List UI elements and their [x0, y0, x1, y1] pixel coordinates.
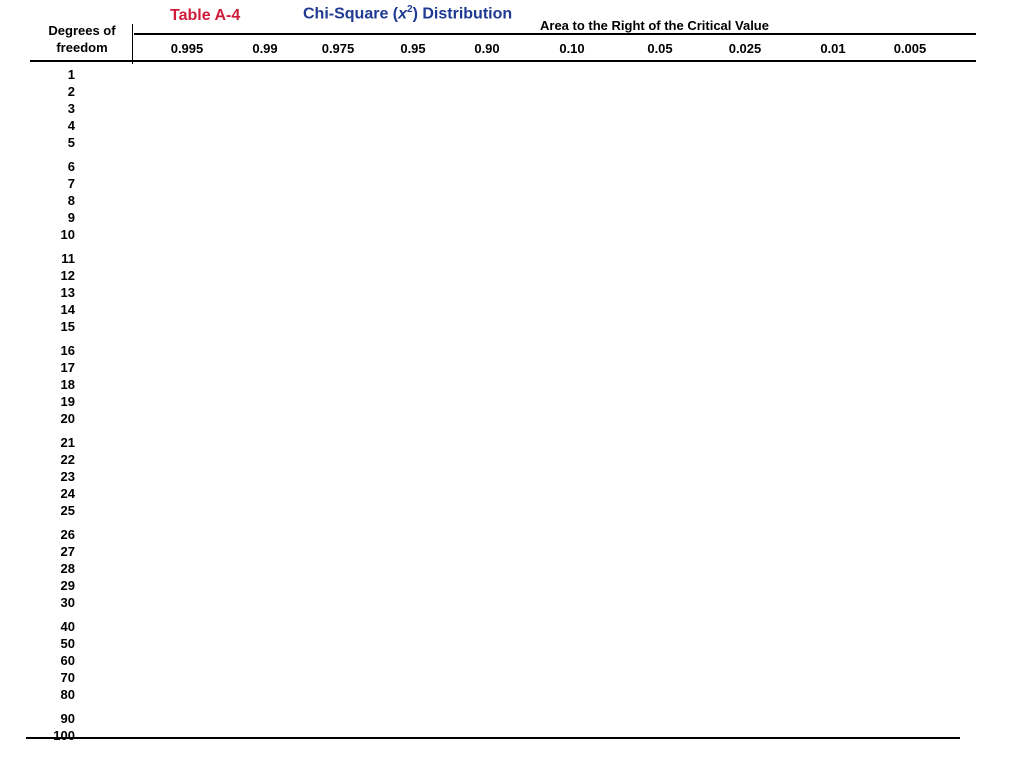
df-cell: 5 — [67, 135, 75, 151]
df-cell: 16 — [60, 343, 75, 358]
column-header: 0.99 — [252, 41, 278, 56]
column-header: 0.05 — [647, 41, 673, 56]
column-header: 0.025 — [728, 41, 762, 56]
df-cell: 21 — [60, 435, 75, 450]
df-cell: 10 — [60, 227, 75, 243]
df-cell: 60 — [60, 653, 75, 669]
column-header: 0.975 — [321, 41, 355, 56]
df-cell: 7 — [67, 176, 75, 192]
df-cell: 12 — [60, 268, 75, 284]
area-caption: Area to the Right of the Critical Value — [540, 18, 769, 33]
table-title — [303, 4, 512, 23]
df-cell: 17 — [60, 360, 75, 376]
df-cell: 18 — [60, 377, 75, 393]
df-cell: 14 — [60, 302, 75, 318]
column-header: 0.10 — [559, 41, 585, 56]
df-cell: 23 — [60, 469, 75, 485]
df-cell: 1 — [67, 67, 75, 82]
df-cell: 90 — [60, 711, 75, 726]
df-cell: 4 — [67, 118, 75, 134]
table-label: Table A-4 — [170, 7, 241, 24]
df-cell: 40 — [60, 619, 75, 634]
df-cell: 27 — [60, 544, 75, 560]
df-cell: 25 — [60, 503, 75, 519]
column-header: 0.995 — [170, 41, 204, 56]
df-cell: 24 — [60, 486, 75, 502]
df-cell: 80 — [60, 687, 75, 703]
column-header: 0.005 — [893, 41, 927, 56]
df-cell: 28 — [60, 561, 75, 577]
df-cell: 50 — [60, 636, 75, 652]
title-symbol: x — [398, 5, 408, 23]
df-cell: 20 — [60, 411, 75, 427]
df-label-line1: Degrees of — [48, 23, 116, 38]
df-cell: 29 — [60, 578, 75, 594]
df-cell: 19 — [60, 394, 75, 410]
df-cell: 2 — [67, 84, 75, 100]
title-prefix: Chi-Square ( — [303, 5, 399, 23]
df-cell: 22 — [60, 452, 75, 468]
df-label-line2: freedom — [56, 40, 108, 55]
df-column-header — [30, 22, 134, 56]
top-rule — [134, 33, 976, 35]
column-header: 0.95 — [400, 41, 426, 56]
df-cell: 9 — [67, 210, 75, 226]
df-cell: 3 — [67, 101, 75, 117]
df-cell: 100 — [53, 728, 75, 744]
df-cell: 6 — [67, 159, 75, 174]
df-cell: 8 — [67, 193, 75, 209]
df-cell: 26 — [60, 527, 75, 542]
df-divider — [132, 24, 133, 64]
df-cell: 30 — [60, 595, 75, 611]
title-suffix: ) Distribution — [412, 5, 513, 23]
header-rule — [30, 60, 976, 62]
df-cell: 11 — [61, 251, 75, 266]
bottom-rule — [26, 737, 960, 739]
df-cell: 13 — [60, 285, 75, 301]
title-superscript: 2 — [407, 4, 413, 15]
df-cell: 70 — [60, 670, 75, 686]
df-cell: 15 — [60, 319, 75, 335]
column-header: 0.90 — [474, 41, 500, 56]
column-header: 0.01 — [820, 41, 846, 56]
